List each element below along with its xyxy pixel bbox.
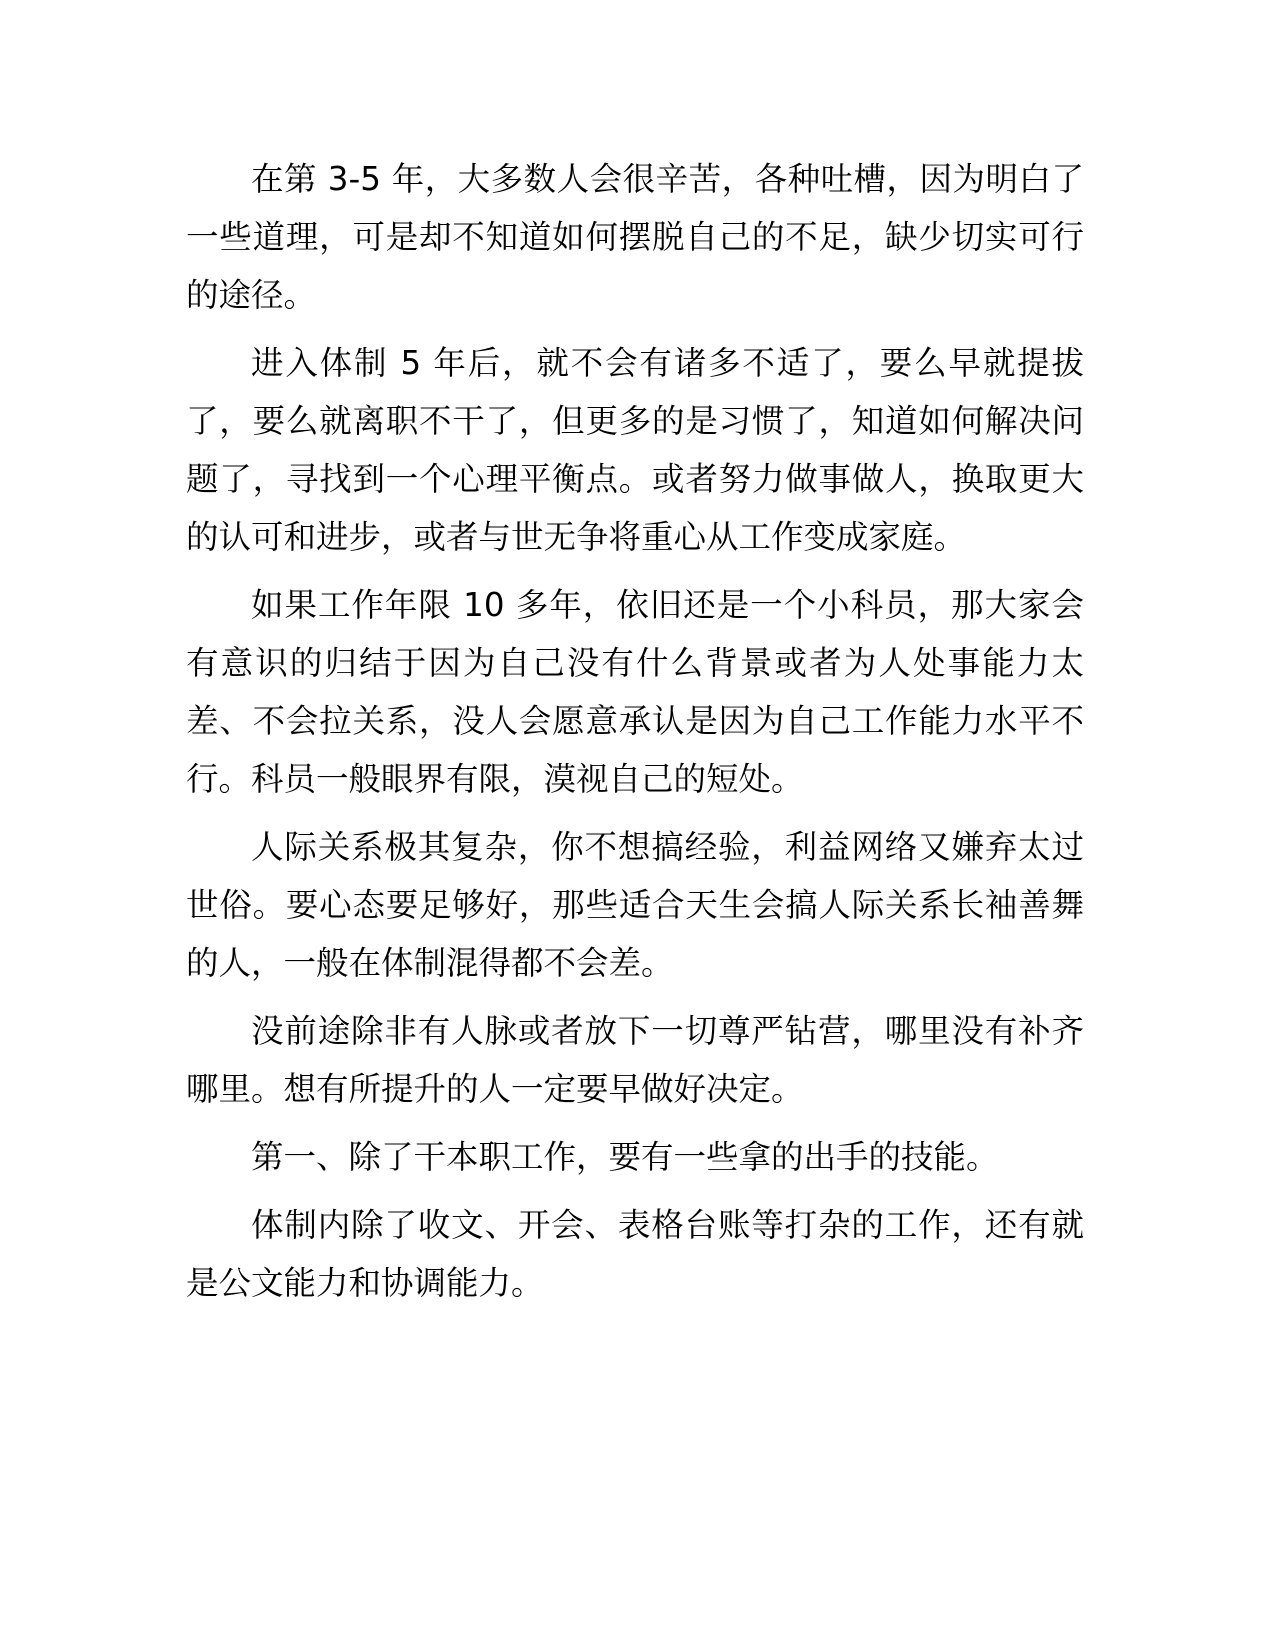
paragraph-2: 进入体制 5 年后，就不会有诸多不适了，要么早就提拔了，要么就离职不干了，但更多的是习惯了，知道如何解决问题了，寻找到一个心理平衡点。或者努力做事做人，换取更大的认可和进步，或者与世无争将重心从工作变成家庭。 xyxy=(186,344,1084,556)
paragraph-1: 在第 3-5 年，大多数人会很辛苦，各种吐槽，因为明白了一些道理，可是却不知道如何摆脱自己的不足，缺少切实可行的途径。 xyxy=(186,160,1084,314)
paragraph-3: 如果工作年限 10 多年，依旧还是一个小科员，那大家会有意识的归结于因为自己没有什么背景或者为人处事能力太差、不会拉关系，没人会愿意承认是因为自己工作能力水平不行。科员一般眼界有限，漠视自己的短处。 xyxy=(186,586,1084,798)
document-page xyxy=(186,150,1084,1322)
paragraph-4: 人际关系极其复杂，你不想搞经验，利益网络又嫌弃太过世俗。要心态要足够好，那些适合天生会搞人际关系长袖善舞的人，一般在体制混得都不会差。 xyxy=(186,828,1084,982)
paragraph-6: 第一、除了干本职工作，要有一些拿的出手的技能。 xyxy=(251,1138,999,1176)
paragraph-5: 没前途除非有人脉或者放下一切尊严钻营，哪里没有补齐哪里。想有所提升的人一定要早做好决定。 xyxy=(186,1012,1084,1108)
paragraph-7: 体制内除了收文、开会、表格台账等打杂的工作，还有就是公文能力和协调能力。 xyxy=(186,1206,1084,1302)
